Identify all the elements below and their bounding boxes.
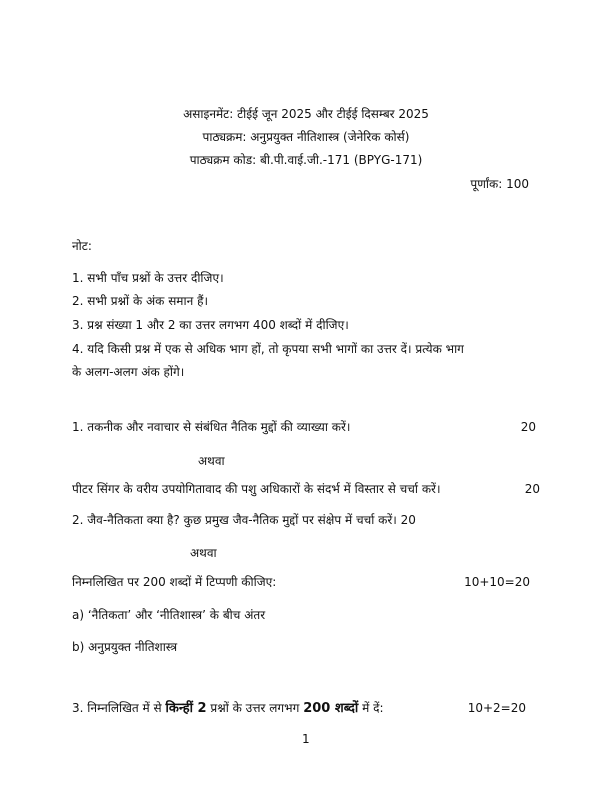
or-separator-1: अथवा — [198, 454, 225, 468]
question-1-alternative-marks: 20 — [524, 482, 540, 496]
course-code: पाठ्यक्रम कोड: बी.पी.वाई.जी.-171 (BPYG-171) — [189, 153, 423, 167]
note-title: नोट: — [72, 239, 92, 253]
question-2-part-b: b) अनुप्रयुक्त नीतिशास्त्र — [72, 640, 178, 654]
note-item-1: 1. सभी पाँच प्रश्नों के उत्तर दीजिए। — [72, 271, 224, 285]
question-1-marks: 20 — [520, 420, 536, 434]
question-3-mid: प्रश्नों के उत्तर लगभग — [210, 701, 300, 715]
question-3 — [72, 700, 384, 717]
page-number: 1 — [302, 732, 310, 746]
note-item-2: 2. सभी प्रश्नों के अंक समान हैं। — [72, 294, 208, 308]
question-3-marks: 10+2=20 — [467, 701, 526, 715]
question-2-alternative: निम्नलिखित पर 200 शब्दों में टिप्पणी कीजिए: — [72, 575, 277, 589]
question-1-alternative: पीटर सिंगर के वरीय उपयोगितावाद की पशु अधिकारों के संदर्भ में विस्तार से चर्चा करें। — [72, 482, 441, 496]
question-1: 1. तकनीक और नवाचार से संबंधित नैतिक मुद्दों की व्याख्या करें। — [72, 420, 351, 434]
assignment-title: असाइनमेंट: टीईई जून 2025 और टीईई दिसम्बर 2025 — [183, 107, 429, 121]
note-item-4: 4. यदि किसी प्रश्न में एक से अधिक भाग हों, तो कृपया सभी भागों का उत्तर दें। प्रत्येक भाग — [72, 342, 464, 356]
or-separator-2: अथवा — [190, 546, 217, 560]
question-3-pre: 3. निम्नलिखित में से — [72, 701, 162, 715]
question-2-alternative-marks: 10+10=20 — [464, 575, 530, 589]
question-3-post: में दें: — [362, 701, 384, 715]
note-item-4-cont: के अलग-अलग अंक होंगे। — [72, 365, 185, 379]
question-2-part-a: a) ‘नैतिकता’ और ‘नीतिशास्त्र’ के बीच अंतर — [72, 608, 266, 622]
question-3-bold-1: किन्हीं 2 — [165, 701, 207, 716]
note-item-3: 3. प्रश्न संख्या 1 और 2 का उत्तर लगभग 400 शब्दों में दीजिए। — [72, 318, 349, 332]
max-marks: पूर्णांक: 100 — [470, 177, 529, 191]
question-2: 2. जैव-नैतिकता क्या है? कुछ प्रमुख जैव-नैतिक मुद्दों पर संक्षेप में चर्चा करें। 20 — [72, 513, 416, 527]
question-3-bold-2: 200 शब्दों — [303, 701, 359, 716]
course-title: पाठ्यक्रम: अनुप्रयुक्त नीतिशास्त्र (जेनेरिक कोर्स) — [202, 130, 410, 144]
